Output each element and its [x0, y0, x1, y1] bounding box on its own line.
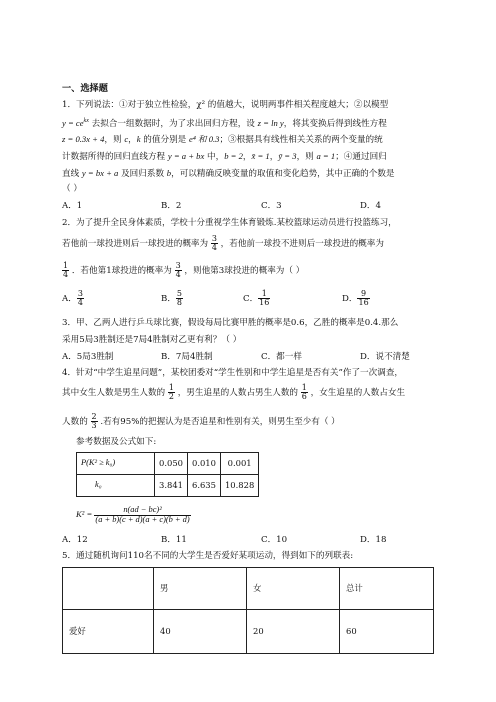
q2-text: ．若他第1球投进的概率为 [71, 266, 172, 276]
q1-text: ；④通过回归 [335, 152, 387, 162]
q4-text: ，女生追星的人数占女生 [310, 388, 406, 398]
table-row [77, 453, 259, 475]
formula-den: (a + b)(c + d)(a + c)(b + d) [95, 514, 190, 524]
q1-text: ，将其变换后得到线性方程 [283, 118, 387, 129]
q2-option-d[interactable] [342, 287, 370, 311]
option-label: C． [243, 294, 259, 304]
q4-fraction-2 [301, 384, 308, 402]
q1-text: ，则 [104, 135, 125, 145]
frac-num: 5 [176, 288, 183, 298]
q1-line-5 [62, 169, 395, 179]
q1-line-4 [62, 152, 387, 162]
option-fraction [176, 290, 183, 308]
q3-line-2: 采用5局3胜制还是7局4胜制对乙更有利？（ ） [62, 335, 242, 345]
frac-den: 6 [301, 392, 307, 401]
table-row [77, 475, 259, 497]
q1-text: 的值分别是 [140, 135, 190, 145]
table-cell: 0.010 [187, 453, 220, 475]
q1-values: e⁴ 和 0.3 [189, 134, 220, 144]
q2-fraction-2 [62, 262, 69, 280]
table-header-cell: 总计 [340, 568, 434, 610]
q4-text: 人数的 [62, 417, 88, 427]
q2-line-2 [62, 232, 384, 256]
q4-option-c[interactable]: C．10 [261, 535, 288, 545]
table-cell: 爱好 [63, 610, 154, 654]
table-cell: 0.001 [220, 453, 258, 475]
q1-var-c: c [124, 134, 129, 144]
q1-answer-paren: （ ） [62, 184, 82, 194]
q1-text: 直线 [62, 169, 82, 179]
q1-text: 及回归系数 [118, 169, 167, 179]
q4-option-a[interactable]: A．12 [62, 535, 88, 545]
q2-fraction-3 [175, 262, 182, 280]
q4-fraction-1 [168, 384, 175, 402]
frac-den: 16 [358, 298, 369, 307]
q1-text: 计数据所得的回归直线方程 [62, 152, 168, 162]
frac-den: 2 [168, 392, 174, 401]
q2-option-c[interactable] [243, 287, 270, 311]
formula-lhs: K² = [76, 509, 93, 519]
q2-line-3 [62, 259, 304, 283]
q1-model-base: y = ce [62, 117, 84, 128]
q3-line-1: 3．甲、乙两人进行乒乓球比赛，假设每局比赛甲胜的概率是0.6，乙胜的概率是0.4.那么 [62, 318, 399, 328]
table-row [63, 610, 434, 654]
q1-text: ， [242, 152, 252, 162]
q3-option-d[interactable]: D．说不清楚 [360, 352, 410, 362]
table-header-cell: 女 [247, 568, 340, 610]
q4-text: 其中女生人数是男生人数的 [62, 388, 166, 398]
q2-line-1: 2．为了提升全民身体素质，学校十分重视学生体育锻炼.某校篮球运动员进行投篮练习， [62, 218, 397, 228]
q2-text: ，若他前一球投不进则后一球投进的概率为 [220, 239, 384, 249]
q1-line-1: 1．下列说法：①对于独立性检验，χ² 的值越大，说明两事件相关程度越大；②以模型 [62, 100, 389, 110]
option-label: B． [161, 294, 176, 304]
q3-option-c[interactable]: C．都一样 [261, 352, 302, 362]
q1-regression-eq: y = a + bx [167, 151, 205, 161]
q1-coef-b: b [166, 168, 172, 178]
q1-var-k: k [136, 134, 141, 144]
q3-option-a[interactable]: A．5局3胜制 [62, 352, 114, 362]
frac-num: 1 [63, 260, 69, 270]
q1-b-value: b = 2 [224, 151, 243, 161]
q1-text: 中， [204, 152, 225, 162]
formula-fraction [94, 506, 190, 525]
option-label: A． [62, 294, 77, 304]
frac-den: 4 [77, 298, 83, 307]
frac-num: 3 [175, 260, 181, 270]
q1-line-2 [62, 118, 387, 128]
table-header-cell: 男 [154, 568, 247, 610]
critical-value-table [76, 452, 259, 497]
q1-text: 去拟合一组数据时，为了求出回归方程，设 [88, 118, 258, 129]
q4-option-d[interactable]: D．18 [360, 535, 387, 545]
frac-num: 1 [301, 382, 307, 392]
q1-line-3 [62, 135, 383, 145]
q4-line-2 [62, 381, 405, 405]
chi-square-formula [76, 502, 191, 526]
q4-ref-caption: 参考数据及公式如下: [76, 437, 157, 447]
q2-text: ，则他第3球投进的概率为（ ） [184, 266, 305, 276]
q1-xbar: x̄ = 1 [251, 151, 270, 161]
q1-text: ，则 [296, 152, 317, 162]
frac-num: 1 [168, 382, 174, 392]
q4-text: ，男生追星的人数占男生人数的 [177, 388, 299, 398]
table-row-label: P(K² ≥ k₀) [77, 453, 155, 475]
q1-text: ， [269, 152, 279, 162]
q4-line-3 [62, 410, 340, 434]
q1-option-c[interactable]: C．3 [261, 201, 282, 211]
table-header-row [63, 568, 434, 610]
q4-option-b[interactable]: B．11 [161, 535, 187, 545]
frac-num: 3 [211, 233, 217, 243]
option-label: D． [342, 294, 358, 304]
section-title: 一、选择题 [62, 83, 108, 94]
table-cell: 20 [247, 610, 340, 654]
q4-text: .若有95%的把握认为是否追星和性别有关，则男生至少有（ ） [100, 417, 340, 427]
q2-option-a[interactable] [62, 287, 84, 311]
frac-den: 4 [175, 270, 181, 279]
frac-den: 8 [176, 298, 183, 307]
q1-text: ；③根据具有线性相关关系的两个变量的统 [219, 135, 383, 145]
option-fraction [77, 290, 84, 308]
q2-fraction-1 [211, 235, 218, 253]
frac-den: 16 [259, 298, 270, 307]
q1-a-value: a = 1 [316, 151, 336, 161]
q1-text: ，可以精确反映变量的取值和变化趋势，其中正确的个数是 [171, 169, 395, 179]
table-cell: 6.635 [187, 475, 220, 497]
table-row-label: k₀ [77, 475, 155, 497]
option-fraction [357, 290, 369, 308]
table-cell: 3.841 [155, 475, 188, 497]
frac-den: 4 [63, 270, 69, 279]
q4-line-1: 4．针对“中学生追星问题”，某校团委对“学生性别和中学生追星是否有关”作了一次调查， [62, 368, 404, 378]
table-header-cell [63, 568, 154, 610]
q1-ybar: ȳ = 3 [278, 151, 297, 161]
contingency-table [62, 567, 434, 654]
q1-sub: z = ln y [257, 117, 284, 128]
q1-option-d[interactable]: D．4 [360, 201, 381, 211]
q4-fraction-3 [91, 413, 98, 431]
frac-den: 4 [211, 243, 217, 252]
frac-num: 9 [357, 290, 369, 299]
table-cell: 0.050 [155, 453, 188, 475]
q1-linear-eq: z = 0.3x + 4 [62, 134, 105, 144]
table-cell: 10.828 [220, 475, 258, 497]
option-fraction [258, 290, 270, 308]
frac-den: 3 [91, 421, 97, 430]
q1-line-eq: y = bx + a [81, 168, 119, 178]
q1-option-b[interactable]: B．2 [161, 201, 182, 211]
table-cell: 40 [154, 610, 247, 654]
q2-text: 若他前一球投进则后一球投进的概率为 [62, 239, 209, 249]
frac-num: 2 [91, 411, 97, 421]
frac-num: 1 [258, 290, 270, 299]
q3-option-b[interactable]: B．7局4胜制 [161, 352, 213, 362]
formula-num: n(ad − bc)² [94, 506, 190, 516]
q1-model-exp: kx [83, 118, 89, 124]
q1-text: ， [128, 135, 137, 145]
q2-option-b[interactable] [161, 287, 183, 311]
q5-line-1: 5．通过随机询问110名不同的大学生是否爱好某项运动，得到如下的列联表: [62, 551, 354, 561]
q1-option-a[interactable]: A．1 [62, 201, 83, 211]
frac-num: 3 [77, 288, 83, 298]
table-cell: 60 [340, 610, 434, 654]
